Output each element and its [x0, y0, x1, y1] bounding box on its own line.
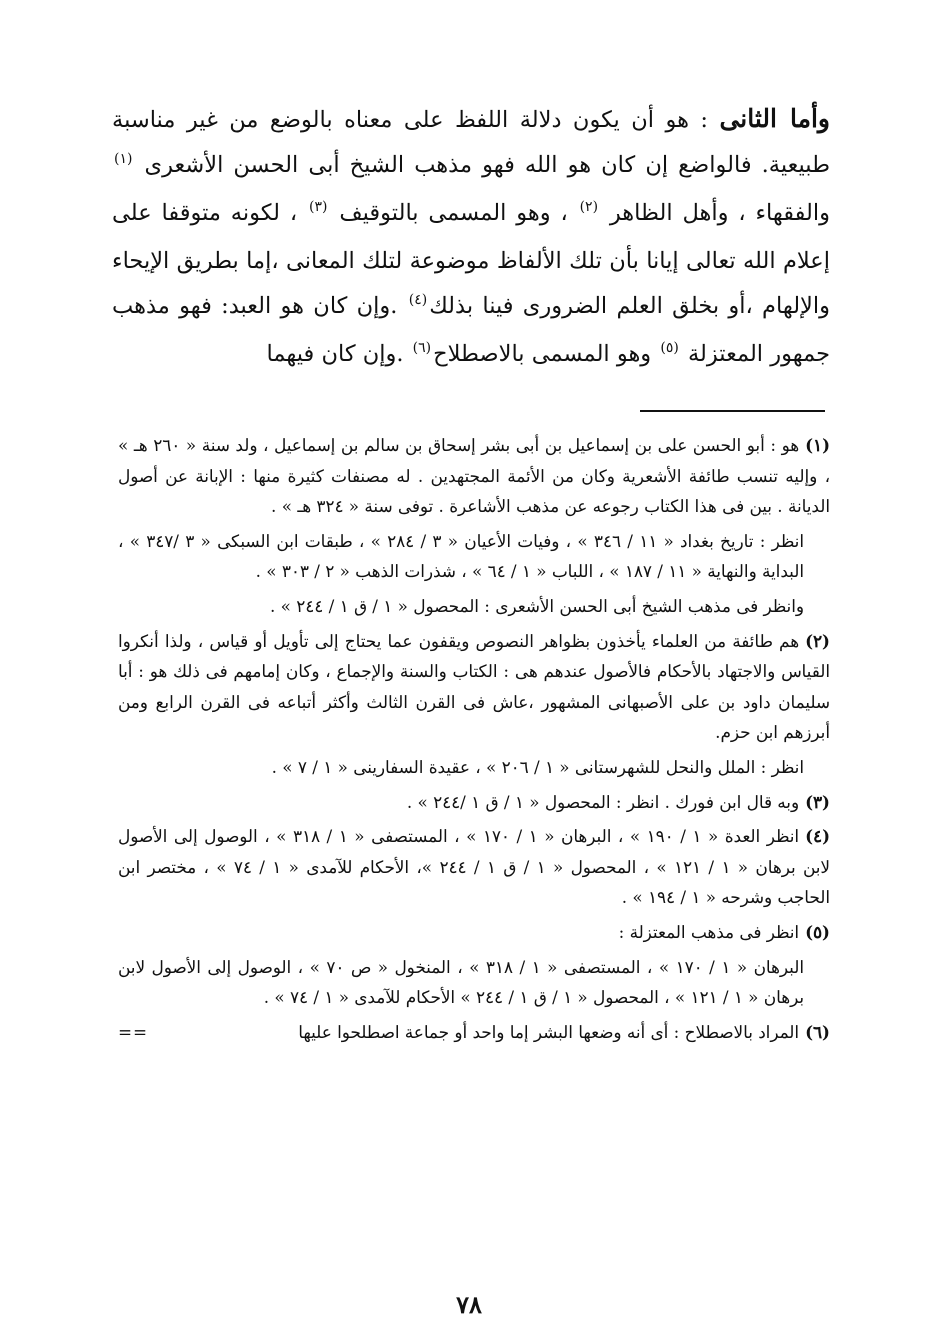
- footnote-number: (٦): [805, 1021, 830, 1042]
- section-lead: وأما الثانى: [719, 104, 831, 133]
- footnote-separator: [640, 410, 825, 412]
- footnote-text: المراد بالاصطلاح : أى أنه وضعها البشر إما واحد أو جماعة اصطلحوا عليها: [298, 1021, 800, 1042]
- text-segment: ، وهو المسمى بالتوقيف: [329, 200, 578, 226]
- text-segment: والفقهاء ، وأهل الظاهر: [600, 200, 830, 226]
- footnote-number: (١): [805, 435, 831, 455]
- footnote-4: [118, 821, 830, 913]
- text-segment: ، لكونه متوقفا على إعلام الله تعالى إيانا بأن تلك الألفاظ موضوعة لتلك المعانى ،إما بطريق الإيحاء والإلهام ،أو بخلق العلم الضرورى فينا بذلك: [112, 200, 830, 319]
- continuation-mark: ==: [118, 1021, 149, 1042]
- footnote-5-sources: البرهان « ١ / ١٧٠ » ، المستصفى « ١ / ٣١٨ » ، المنخول « ص ٧٠ » ، الوصول إلى الأصول لابن برهان « ١ / ١٢١ » ، المحصول « ١ / ق ١ / ٢٤٤ » الأحكام للآمدى « ١ / ٧٤ » .: [118, 956, 804, 1008]
- text-segment: وهو المسمى بالاصطلاح: [433, 341, 659, 367]
- page-number: ٧٨: [456, 1290, 482, 1319]
- footnote-number: (٥): [805, 921, 830, 942]
- footnote-ref-6[interactable]: (٦): [412, 340, 432, 356]
- text-segment: .وإن كان فيهما: [266, 341, 411, 367]
- footnote-1-see-also: وانظر فى مذهب الشيخ أبى الحسن الأشعرى : المحصول « ١ / ق ١ / ٢٤٤ » .: [269, 595, 804, 616]
- footnote-6: [118, 1017, 830, 1048]
- footnote-ref-5[interactable]: (٥): [660, 340, 679, 356]
- footnote-text: وبه قال ابن فورك . انظر : المحصول « ١ / ق ١ /٢٤٤ » .: [406, 791, 800, 812]
- text-segment: : هو أن يكون دلالة اللفظ على معناه بالوضع من غير مناسبة طبيعية. فالواضع إن كان هو الله فهو مذهب الشيخ أبى الحسن الأشعرى: [112, 107, 830, 178]
- footnote-2: [118, 626, 830, 748]
- footnote-ref-1[interactable]: (١): [114, 151, 133, 167]
- text-segment: .وإن كان هو العبد: فهو مذهب جمهور المعتزلة: [112, 293, 830, 367]
- footnote-ref-4[interactable]: (٤): [408, 292, 428, 308]
- footnote-text: انظر العدة « ١ / ١٩٠ » ، البرهان « ١ / ١٧٠ » ، المستصفى « ١ / ٣١٨ » ، الوصول إلى الأصول لابن برهان « ١ / ١٢١ » ، المحصول « ١ / ق ١ / ٢٤٤ »، الأحكام للآمدى « ١ / ٧٤ » ، مختصر ابن الحاجب وشرحه « ١ / ١٩٤ » .: [118, 826, 830, 908]
- footnote-number: (٢): [805, 630, 830, 651]
- footnote-3: [118, 787, 830, 818]
- footnote-6-body: [298, 1017, 830, 1048]
- main-paragraph: [112, 96, 830, 380]
- footnote-ref-3[interactable]: (٣): [309, 199, 328, 215]
- footnote-text: انظر فى مذهب المعتزلة :: [618, 921, 800, 942]
- footnote-ref-2[interactable]: (٢): [579, 199, 599, 215]
- footnote-number: (٤): [805, 826, 831, 847]
- footnote-2-sources: انظر : الملل والنحل للشهرستانى « ١ / ٢٠٦ » ، عقيدة السفارينى « ١ / ٧ » .: [271, 756, 804, 777]
- footnote-1-sources: انظر : تاريخ بغداد « ١١ / ٣٤٦ » ، وفيات الأعيان « ٣ / ٢٨٤ » ، طبقات ابن السبكى « ٣ /٣٤٧ » ، البداية والنهاية « ١١ / ١٨٧ » ، اللباب « ١ / ٦٤ » ، شذرات الذهب « ٢ / ٣٠٣ » .: [118, 530, 804, 582]
- footnote-text: هم طائفة من العلماء يأخذون بظواهر النصوص ويقفون عما يحتاج إلى تأويل أو قياس ، ولذا أنكروا القياس والاجتهاد بالأحكام فالأصول عندهم هى : الكتاب والسنة والإجماع ، وكان إمامهم فى ذلك هو : أبا سليمان داود بن على الأصبهانى المشهور ،عاش فى القرن الثالث وأكثر أتباعه فى القرن الرابع ومن أبرزهم ابن حزم.: [118, 630, 830, 743]
- main-text: [112, 96, 830, 380]
- footnote-5: [118, 917, 830, 948]
- footnote-text: هو : أبو الحسن على بن إسماعيل بن أبى بشر إسحاق بن سالم بن إسماعيل ، ولد سنة « ٢٦٠ هـ » ، وإليه تنسب طائفة الأشعرية وكان من الأئمة المجتهدين . له مصنفات كثيرة منها : الإبانة عن أصول الديانة . بين فى هذا الكتاب رجوعه عن مذهب الأشاعرة . توفى سنة « ٣٢٤ هـ » .: [118, 435, 830, 517]
- footnote-number: (٣): [805, 791, 830, 812]
- footnote-1: [118, 430, 830, 522]
- footnotes: [118, 430, 830, 1051]
